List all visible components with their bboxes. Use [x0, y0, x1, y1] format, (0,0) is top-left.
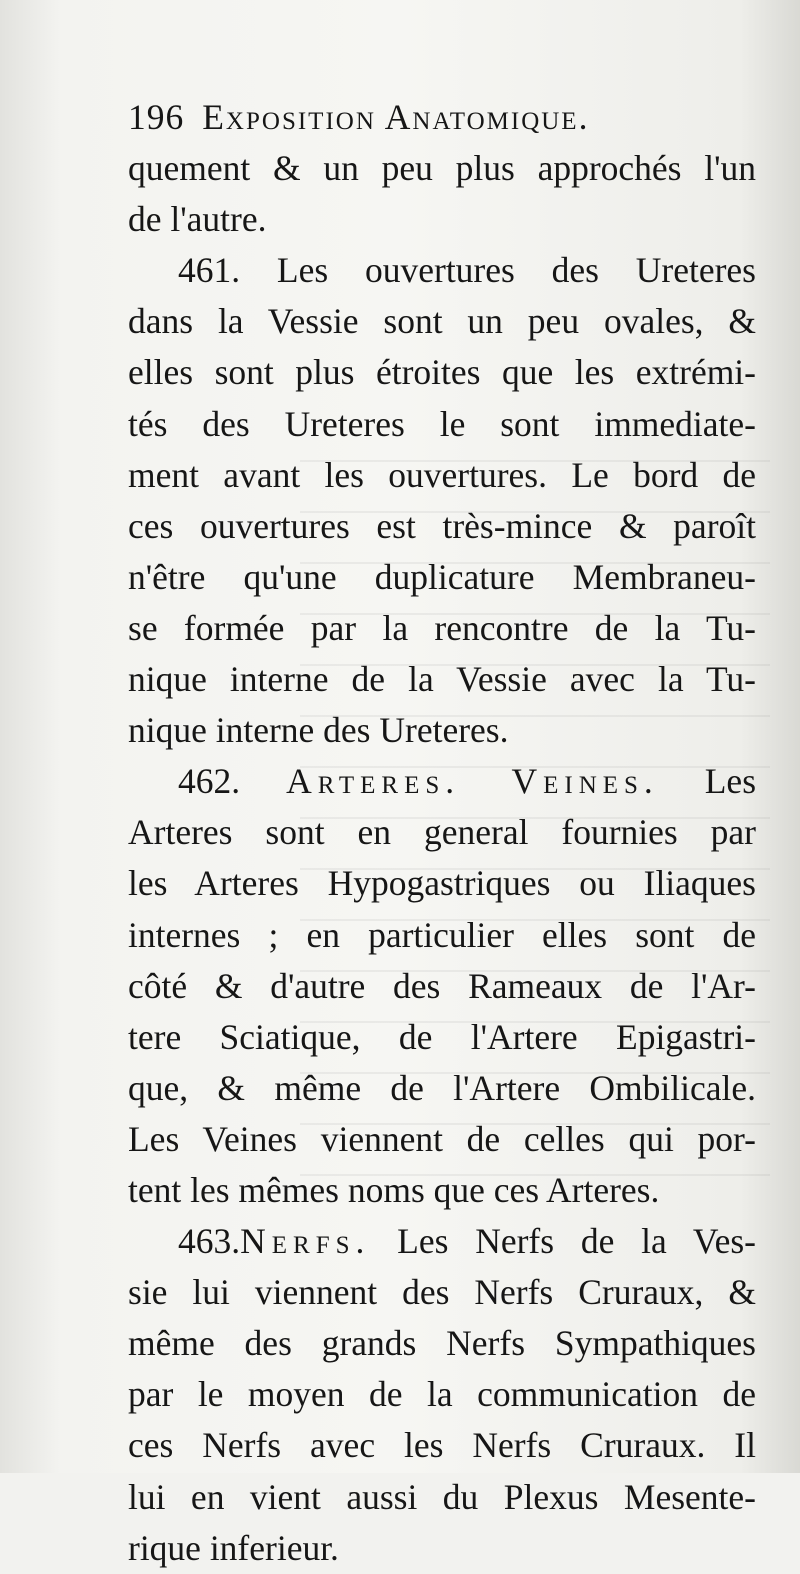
section-heading-arteres-veines: Arteres. Veines.	[286, 761, 659, 802]
text-line: les Arteres Hypogastriques ou Iliaques	[128, 863, 756, 904]
text-line: tere Sciatique, de l'Artere Epigastri-	[128, 1016, 756, 1057]
section-number-462: 462.	[178, 761, 241, 802]
section-heading-nerfs: Nerfs.	[240, 1221, 371, 1262]
text-line: dans la Vessie sont un peu ovales, &	[128, 301, 756, 342]
text-line: n'être qu'une duplicature Membraneu-	[128, 556, 756, 597]
text-line: par le moyen de la communication de	[128, 1374, 756, 1415]
text-line: Les Veines viennent de celles qui por-	[128, 1118, 756, 1159]
text-line: lui en vient aussi du Plexus Mesente-	[128, 1476, 756, 1517]
text-line: de l'autre.	[128, 199, 267, 240]
text-line: rique inferieur.	[128, 1527, 339, 1568]
text-line: se formée par la rencontre de la Tu-	[128, 607, 756, 648]
paragraph-463-start	[128, 1216, 756, 1267]
text-fragment: Les Nerfs de la Ves-	[397, 1221, 756, 1262]
paragraph-462-start	[128, 756, 756, 807]
text-line: nique interne de la Vessie avec la Tu-	[128, 659, 756, 700]
text-line: tés des Ureteres le sont immediate-	[128, 403, 756, 444]
text-line: côté & d'autre des Rameaux de l'Ar-	[128, 965, 756, 1006]
text-line: Arteres sont en general fournies par	[128, 812, 756, 853]
text-line: quement & un peu plus approchés l'un	[128, 148, 756, 189]
text-line: tent les mêmes noms que ces Arteres.	[128, 1169, 660, 1210]
running-title: Exposition Anatomique.	[202, 97, 590, 137]
text-fragment: Les	[704, 761, 757, 802]
page-text	[128, 92, 756, 1574]
text-line: internes ; en particulier elles sont de	[128, 914, 756, 955]
page-header	[128, 92, 756, 143]
paragraph-461-start: 461. Les ouvertures des Ureteres	[178, 250, 756, 291]
text-line: sie lui viennent des Nerfs Cruraux, &	[128, 1272, 756, 1313]
page-number: 196	[128, 97, 185, 137]
text-line: que, & même de l'Artere Ombilicale.	[128, 1067, 756, 1108]
text-line: nique interne des Ureteres.	[128, 710, 509, 751]
text-line: ces Nerfs avec les Nerfs Cruraux. Il	[128, 1425, 756, 1466]
text-line: elles sont plus étroites que les extrémi-	[128, 352, 756, 393]
section-number-463: 463.	[178, 1221, 241, 1262]
text-line: ment avant les ouvertures. Le bord de	[128, 454, 756, 495]
text-line: même des grands Nerfs Sympathiques	[128, 1323, 756, 1364]
text-line: ces ouvertures est très-mince & paroît	[128, 505, 756, 546]
